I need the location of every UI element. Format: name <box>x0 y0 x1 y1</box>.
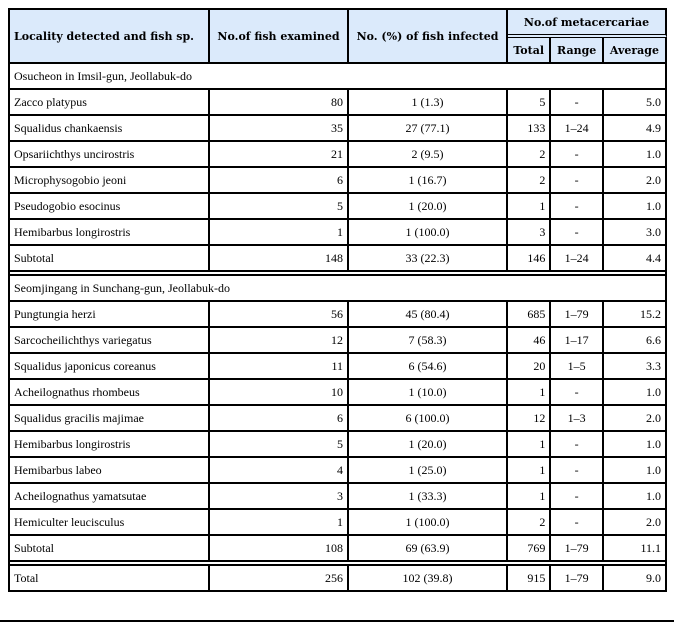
table-row <box>10 406 667 432</box>
table-row <box>10 302 667 328</box>
cell-examined: 3 <box>210 484 349 510</box>
cell-examined: 4 <box>210 458 349 484</box>
cell-examined: 12 <box>210 328 349 354</box>
cell-total: 2 <box>508 510 551 536</box>
cell-total: 1 <box>508 432 551 458</box>
row-label: Pungtungia herzi <box>10 302 210 328</box>
cell-average: 3.3 <box>604 354 667 380</box>
cell-average: 1.0 <box>604 142 667 168</box>
table-row <box>10 432 667 458</box>
locality-group-row <box>10 276 667 302</box>
row-label: Acheilognathus rhombeus <box>10 380 210 406</box>
table-row <box>10 142 667 168</box>
cell-examined: 6 <box>210 168 349 194</box>
cell-range: - <box>551 90 604 116</box>
cell-range: - <box>551 142 604 168</box>
cell-examined: 1 <box>210 510 349 536</box>
row-label: Squalidus chankaensis <box>10 116 210 142</box>
cell-infected: 1 (33.3) <box>349 484 508 510</box>
table-row <box>10 194 667 220</box>
cell-range: - <box>551 432 604 458</box>
cell-range: - <box>551 484 604 510</box>
subtotal-row <box>10 246 667 272</box>
cell-infected: 1 (1.3) <box>349 90 508 116</box>
cell-total: 3 <box>508 220 551 246</box>
cell-average: 1.0 <box>604 432 667 458</box>
cell-examined: 21 <box>210 142 349 168</box>
cell-average: 2.0 <box>604 510 667 536</box>
cell-range: 1–17 <box>551 328 604 354</box>
cell-range: - <box>551 380 604 406</box>
table-row <box>10 328 667 354</box>
header-average: Average <box>604 38 667 64</box>
table-row <box>10 380 667 406</box>
table-row <box>10 90 667 116</box>
locality-label: Osucheon in Imsil-gun, Jeollabuk-do <box>10 64 667 90</box>
row-label: Subtotal <box>10 536 210 562</box>
cell-average: 15.2 <box>604 302 667 328</box>
cell-total: 12 <box>508 406 551 432</box>
row-label: Subtotal <box>10 246 210 272</box>
table-row <box>10 354 667 380</box>
table-body <box>10 64 667 592</box>
header-row-1 <box>10 10 667 38</box>
row-label: Hemibarbus longirostris <box>10 432 210 458</box>
cell-total: 769 <box>508 536 551 562</box>
cell-range: - <box>551 194 604 220</box>
cell-infected: 102 (39.8) <box>349 566 508 592</box>
cell-infected: 7 (58.3) <box>349 328 508 354</box>
table-row <box>10 484 667 510</box>
cell-total: 1 <box>508 194 551 220</box>
cell-total: 685 <box>508 302 551 328</box>
header-range: Range <box>551 38 604 64</box>
cell-range: - <box>551 510 604 536</box>
cell-total: 2 <box>508 142 551 168</box>
header-examined: No.of fish examined <box>210 10 349 64</box>
cell-total: 1 <box>508 484 551 510</box>
table-row <box>10 220 667 246</box>
cell-average: 9.0 <box>604 566 667 592</box>
cell-infected: 69 (63.9) <box>349 536 508 562</box>
row-label: Hemibarbus labeo <box>10 458 210 484</box>
row-label: Zacco platypus <box>10 90 210 116</box>
header-total: Total <box>508 38 551 64</box>
cell-examined: 5 <box>210 432 349 458</box>
locality-group-row <box>10 64 667 90</box>
cell-examined: 108 <box>210 536 349 562</box>
subtotal-row <box>10 536 667 562</box>
cell-range: - <box>551 220 604 246</box>
row-label: Opsariichthys uncirostris <box>10 142 210 168</box>
cell-total: 2 <box>508 168 551 194</box>
cell-range: 1–79 <box>551 566 604 592</box>
cell-infected: 1 (100.0) <box>349 220 508 246</box>
table-row <box>10 510 667 536</box>
row-label: Acheilognathus yamatsutae <box>10 484 210 510</box>
header-metacercariae: No.of metacercariae <box>508 10 667 38</box>
cell-examined: 10 <box>210 380 349 406</box>
row-label: Sarcocheilichthys variegatus <box>10 328 210 354</box>
cell-total: 146 <box>508 246 551 272</box>
cell-total: 1 <box>508 380 551 406</box>
cell-average: 2.0 <box>604 168 667 194</box>
cell-range: - <box>551 168 604 194</box>
cell-infected: 27 (77.1) <box>349 116 508 142</box>
cell-range: 1–79 <box>551 302 604 328</box>
cell-average: 4.9 <box>604 116 667 142</box>
cell-range: 1–79 <box>551 536 604 562</box>
cell-total: 46 <box>508 328 551 354</box>
row-label: Microphysogobio jeoni <box>10 168 210 194</box>
cell-infected: 6 (54.6) <box>349 354 508 380</box>
cell-infected: 1 (100.0) <box>349 510 508 536</box>
cell-examined: 5 <box>210 194 349 220</box>
row-label: Squalidus japonicus coreanus <box>10 354 210 380</box>
cell-total: 133 <box>508 116 551 142</box>
cell-examined: 1 <box>210 220 349 246</box>
cell-infected: 33 (22.3) <box>349 246 508 272</box>
cell-examined: 35 <box>210 116 349 142</box>
cell-total: 20 <box>508 354 551 380</box>
cell-infected: 1 (20.0) <box>349 432 508 458</box>
cell-range: 1–24 <box>551 116 604 142</box>
cell-average: 6.6 <box>604 328 667 354</box>
cell-examined: 256 <box>210 566 349 592</box>
cell-infected: 1 (10.0) <box>349 380 508 406</box>
cell-range: 1–3 <box>551 406 604 432</box>
table-row <box>10 116 667 142</box>
cell-infected: 1 (20.0) <box>349 194 508 220</box>
cell-average: 1.0 <box>604 458 667 484</box>
row-label: Hemiculter leucisculus <box>10 510 210 536</box>
cell-range: 1–24 <box>551 246 604 272</box>
metacercariae-table <box>8 8 667 592</box>
header-locality: Locality detected and fish sp. <box>10 10 210 64</box>
cell-average: 1.0 <box>604 484 667 510</box>
cell-average: 3.0 <box>604 220 667 246</box>
cell-average: 11.1 <box>604 536 667 562</box>
cell-total: 915 <box>508 566 551 592</box>
cell-examined: 11 <box>210 354 349 380</box>
row-label: Total <box>10 566 210 592</box>
cell-examined: 148 <box>210 246 349 272</box>
bottom-rule-divider <box>0 620 674 622</box>
row-label: Pseudogobio esocinus <box>10 194 210 220</box>
cell-infected: 45 (80.4) <box>349 302 508 328</box>
cell-average: 1.0 <box>604 380 667 406</box>
cell-total: 5 <box>508 90 551 116</box>
cell-range: - <box>551 458 604 484</box>
cell-range: 1–5 <box>551 354 604 380</box>
cell-infected: 1 (25.0) <box>349 458 508 484</box>
cell-examined: 80 <box>210 90 349 116</box>
cell-average: 1.0 <box>604 194 667 220</box>
header-infected: No. (%) of fish infected <box>349 10 508 64</box>
cell-examined: 6 <box>210 406 349 432</box>
cell-total: 1 <box>508 458 551 484</box>
grand-total-row <box>10 566 667 592</box>
cell-infected: 2 (9.5) <box>349 142 508 168</box>
row-label: Squalidus gracilis majimae <box>10 406 210 432</box>
table-container <box>8 8 667 592</box>
cell-examined: 56 <box>210 302 349 328</box>
cell-average: 4.4 <box>604 246 667 272</box>
table-row <box>10 168 667 194</box>
table-row <box>10 458 667 484</box>
cell-average: 2.0 <box>604 406 667 432</box>
cell-infected: 6 (100.0) <box>349 406 508 432</box>
cell-average: 5.0 <box>604 90 667 116</box>
cell-infected: 1 (16.7) <box>349 168 508 194</box>
row-label: Hemibarbus longirostris <box>10 220 210 246</box>
locality-label: Seomjingang in Sunchang-gun, Jeollabuk-do <box>10 276 667 302</box>
